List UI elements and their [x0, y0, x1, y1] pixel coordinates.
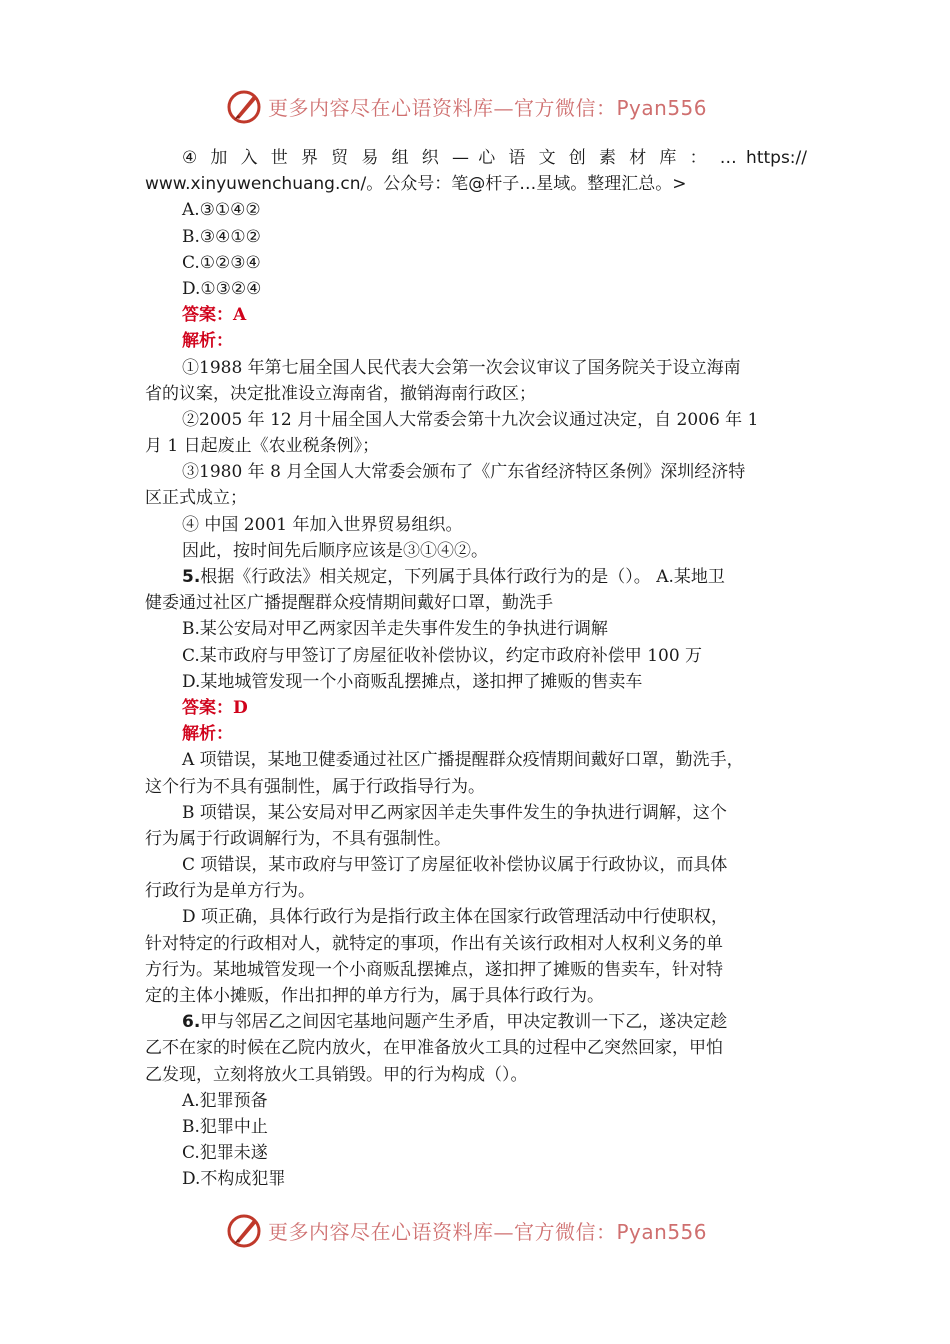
q6-stem-line2: 乙不在家的时候在乙院内放火，在甲准备放火工具的过程中乙突然回家，甲怕 [145, 1038, 723, 1059]
q5-analysis-line: D 项正确，具体行政行为是指行政主体在国家行政管理活动中行使职权， [182, 907, 729, 928]
q5-analysis-label: 解析： [182, 724, 233, 745]
banner-wechat-id: Pyan556 [616, 95, 708, 120]
q4-analysis-line: ②2005 年 12 月十届全国人大常委会第十九次会议通过决定，自 2006 年 1 [182, 409, 759, 430]
q4-choice-d: D.①③②④ [182, 278, 262, 299]
q4-analysis-line: ④ 中国 2001 年加入世界贸易组织。 [182, 514, 463, 535]
q5-analysis-line: 行政行为是单方行为。 [145, 881, 315, 902]
header-banner [226, 86, 746, 126]
q5-analysis-line: 针对特定的行政相对人，就特定的事项，作出有关该行政相对人权利义务的单 [145, 933, 723, 954]
q4-option-4-line2: www.xinyuwenchuang.cn/。公众号：笔@杆子…星域。整理汇总。> [145, 174, 687, 195]
q5-analysis-line: 方行为。某地城管发现一个小商贩乱摆摊点，遂扣押了摊贩的售卖车，针对特 [145, 959, 723, 980]
q4-option-4-line1: ④ 加 入 世 界 贸 易 组 织 — 心 语 文 创 素 材 库 ： … https:// [182, 148, 807, 168]
q5-analysis-line: 行为属于行政调解行为，不具有强制性。 [145, 828, 451, 849]
q4-answer: 答案：A [182, 305, 247, 326]
q5-analysis-line: C 项错误，某市政府与甲签订了房屋征收补偿协议属于行政协议，而具体 [182, 855, 728, 876]
q5-choice-c: C.某市政府与甲签订了房屋征收补偿协议，约定市政府补偿甲 100 万 [182, 645, 703, 666]
q6-choice-a: A.犯罪预备 [182, 1090, 268, 1111]
q4-choice-a: A.③①④② [182, 200, 261, 221]
q4-analysis-line: ①1988 年第七届全国人民代表大会第一次会议审议了国务院关于设立海南 [182, 357, 741, 378]
q4-conclusion: 因此，按时间先后顺序应该是③①④②。 [182, 540, 488, 561]
q4-choice-b: B.③④①② [182, 226, 261, 247]
q6-choice-d: D.不构成犯罪 [182, 1169, 286, 1190]
q6-number: 6. [182, 1012, 201, 1033]
banner-text: 更多内容尽在心语资料库—官方微信：Pyan556 [268, 95, 708, 120]
q4-analysis-line: ③1980 年 8 月全国人大常委会颁布了《广东省经济特区条例》深圳经济特 [182, 462, 746, 483]
q6-stem-line3: 乙发现，立刻将放火工具销毁。甲的行为构成（）。 [145, 1064, 528, 1085]
banner-text: 更多内容尽在心语资料库—官方微信：Pyan556 [268, 1219, 708, 1244]
q4-analysis-line: 区正式成立； [145, 488, 247, 509]
q5-number: 5. [182, 567, 201, 587]
q4-choice-c: C.①②③④ [182, 252, 261, 273]
banner-wechat-id: Pyan556 [616, 1219, 708, 1244]
q5-analysis-line: 这个行为不具有强制性，属于行政指导行为。 [145, 776, 485, 797]
q4-analysis-label: 解析： [182, 331, 233, 352]
q6-stem-line1: 6.甲与邻居乙之间因宅基地问题产生矛盾，甲决定教训一下乙，遂决定趁 [182, 1012, 728, 1033]
q5-analysis-line: 定的主体小摊贩，作出扣押的单方行为，属于具体行政行为。 [145, 986, 604, 1006]
quill-logo-icon [226, 1211, 264, 1249]
document-body [145, 145, 807, 1193]
q4-analysis-line: 省的议案，决定批准设立海南省，撤销海南行政区； [145, 383, 536, 404]
q5-answer: 答案：D [182, 697, 248, 718]
footer-banner [226, 1210, 746, 1250]
q4-analysis-line: 月 1 日起废止《农业税条例》； [145, 436, 380, 457]
q5-choice-d: D.某地城管发现一个小商贩乱摆摊点，遂扣押了摊贩的售卖车 [182, 671, 643, 692]
q5-stem-line2: 健委通过社区广播提醒群众疫情期间戴好口罩，勤洗手 [145, 593, 553, 614]
q6-choice-b: B.犯罪中止 [182, 1116, 268, 1137]
q5-analysis-line: B 项错误，某公安局对甲乙两家因羊走失事件发生的争执进行调解，这个 [182, 802, 727, 823]
q5-stem-line1: 5.根据《行政法》相关规定，下列属于具体行政行为的是（）。 A.某地卫 [182, 567, 725, 587]
q6-choice-c: C.犯罪未遂 [182, 1143, 268, 1164]
q5-choice-b: B.某公安局对甲乙两家因羊走失事件发生的争执进行调解 [182, 619, 608, 640]
quill-logo-icon [226, 87, 264, 125]
q5-analysis-line: A 项错误，某地卫健委通过社区广播提醒群众疫情期间戴好口罩，勤洗手， [182, 750, 744, 771]
